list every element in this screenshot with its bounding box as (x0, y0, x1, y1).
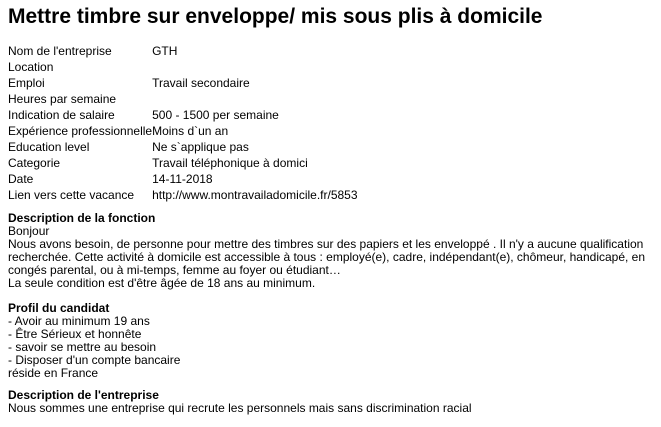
detail-row-education (8, 139, 358, 155)
detail-value (152, 91, 357, 107)
detail-row-employment (8, 75, 358, 91)
profile-heading: Profil du candidat (8, 301, 110, 315)
detail-label: Education level (8, 140, 90, 154)
detail-value (152, 59, 357, 75)
description-section (8, 212, 656, 290)
company-heading: Description de l'entreprise (8, 388, 159, 402)
profile-section (8, 302, 656, 380)
detail-value: 14-11-2018 (152, 172, 213, 186)
detail-label: Emploi (8, 76, 45, 90)
detail-label: Nom de l'entreprise (8, 44, 112, 58)
detail-label: Date (8, 172, 34, 186)
detail-value: Ne s`applique pas (152, 140, 249, 154)
detail-row-experience (8, 123, 358, 139)
company-section (8, 389, 656, 415)
detail-row-location (8, 59, 358, 75)
detail-label: Lien vers cette vacance (8, 188, 135, 202)
detail-row-link (8, 187, 358, 203)
detail-label: Categorie (8, 156, 61, 170)
company-text: Nous sommes une entreprise qui recrute les personnels mais sans discrimination racial (8, 401, 472, 415)
detail-value: GTH (152, 44, 178, 58)
detail-value: 500 - 1500 per semaine (152, 108, 279, 122)
detail-row-category (8, 155, 358, 171)
detail-label: Heures par semaine (8, 92, 117, 106)
description-text: Bonjour Nous avons besoin, de personne pour mettre des timbres sur des papiers et les enveloppé . Il n'y a aucune qualification recherchée. Cette activité à domicile est accessible à tous : employé(e), cadre, indépendant(e), chômeur, handicapé, en congés parental, ou à mi-temps, femme au foyer ou étudiant… La seule condition est d'être âgée de 18 ans au minimum. (8, 224, 646, 290)
detail-value: Travail secondaire (152, 76, 250, 90)
page-title: Mettre timbre sur enveloppe/ mis sous plis à domicile (8, 5, 543, 28)
description-heading: Description de la fonction (8, 211, 156, 225)
job-details-table (8, 43, 358, 203)
detail-row-date (8, 171, 358, 187)
detail-row-salary (8, 107, 358, 123)
vacancy-link: http://www.montravailadomicile.fr/5853 (152, 188, 358, 202)
detail-value: Moins d`un an (152, 124, 229, 138)
detail-label: Location (8, 60, 54, 74)
detail-label: Indication de salaire (8, 108, 115, 122)
detail-value: Travail téléphonique à domici (152, 156, 308, 170)
profile-text: - Avoir au minimum 19 ans - Être Sérieux et honnête - savoir se mettre au besoin - Disposer d'un compte bancaire réside en France (8, 314, 181, 380)
detail-row-hours (8, 91, 358, 107)
detail-row-company (8, 43, 358, 59)
detail-label: Expérience professionnelle (8, 124, 153, 138)
